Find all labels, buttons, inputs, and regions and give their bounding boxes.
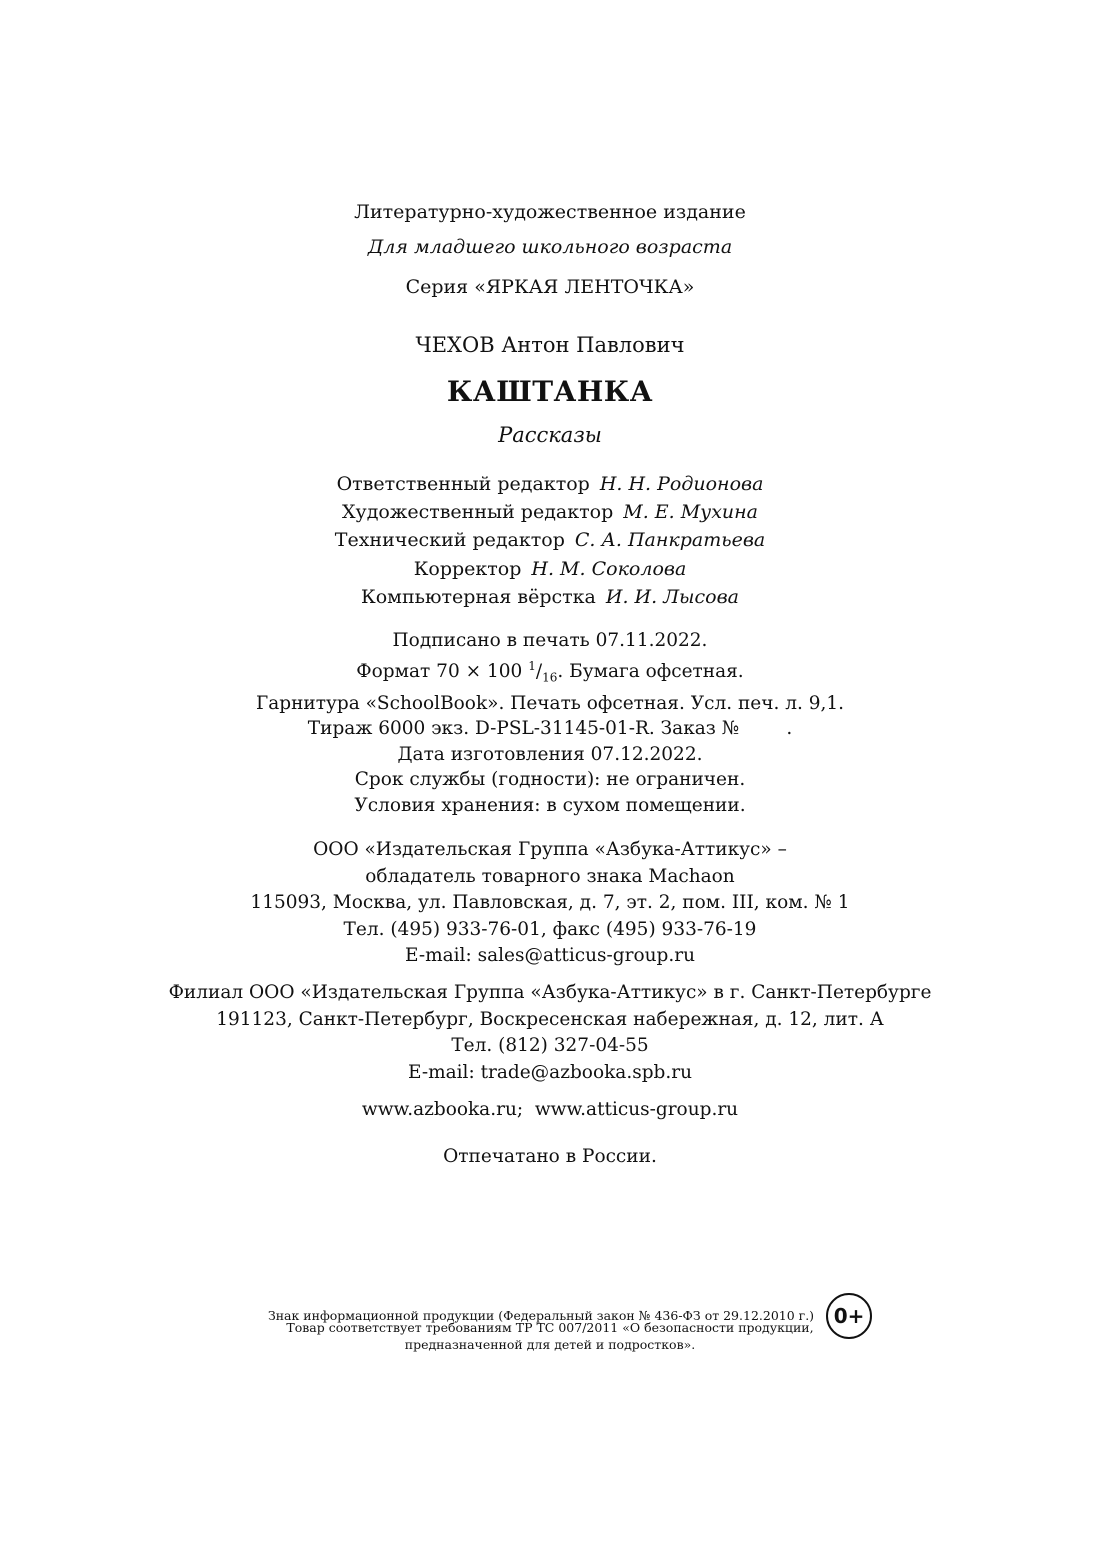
format-prefix: Формат 70 × 100 <box>356 660 523 682</box>
credit-role: Технический редактор <box>334 529 565 552</box>
printed-in <box>0 1143 1100 1171</box>
publisher-address: 115093, Москва, ул. Павловская, д. 7, эт. 2, пом. III, ком. № 1 <box>250 892 850 913</box>
credit-role: Компьютерная вёрстка <box>361 585 596 608</box>
format-suffix: . Бумага офсетная. <box>557 660 744 682</box>
signed-date: Подписано в печать 07.11.2022. <box>392 630 708 651</box>
credit-name: И. И. Лысова <box>605 585 739 608</box>
format-denominator: 16 <box>542 670 558 685</box>
credits-list <box>0 470 1100 611</box>
manufactured-date: Дата изготовления 07.12.2022. <box>397 743 703 765</box>
circulation-line: Тираж 6000 экз. D-PSL-31145-01-R. Заказ № . <box>307 718 793 740</box>
credit-line <box>0 498 1100 526</box>
websites-text: www.azbooka.ru; www.atticus-group.ru <box>361 1099 739 1120</box>
age-group <box>0 233 1100 261</box>
age-group-text: Для младшего школьного возраста <box>367 236 733 258</box>
branch-email: E-mail: trade@azbooka.spb.ru <box>407 1061 693 1083</box>
credit-line <box>0 526 1100 554</box>
format-fraction: $^1/_{16}$ <box>528 658 558 685</box>
credit-name: М. Е. Мухина <box>623 501 758 524</box>
branch-info <box>0 980 1100 1086</box>
series-text: Серия «ЯРКАЯ ЛЕНТОЧКА» <box>405 276 695 298</box>
typeface-line: Гарнитура «SchoolBook». Печать офсетная. Усл. печ. л. 9,1. <box>255 692 845 714</box>
credit-line <box>0 555 1100 583</box>
branch-name: Филиал ООО «Издательская Группа «Азбука-Аттикус» в г. Санкт-Петербурге <box>168 982 932 1003</box>
conformity-line-1: Товар соответствует требованиям ТР ТС 007/2011 «О безопасности продукции, <box>286 1320 814 1335</box>
branch-phone: Тел. (812) 327-04-55 <box>451 1035 649 1056</box>
edition-type-text: Литературно-художественное издание <box>354 201 746 223</box>
publisher-trademark: обладатель товарного знака Machaon <box>365 865 735 887</box>
publisher-info <box>0 837 1100 970</box>
conformity-note <box>0 1319 1100 1353</box>
conformity-line-2: предназначенной для детей и подростков». <box>404 1337 696 1352</box>
age-rating-badge: 0+ <box>826 1293 872 1339</box>
credit-name: Н. Н. Родионова <box>599 473 764 495</box>
info-sign-text: Знак информационной продукции (Федеральный закон № 436-ФЗ от 29.12.2010 г.) <box>267 1308 815 1323</box>
format-line <box>0 654 1100 691</box>
series <box>0 273 1100 301</box>
credit-line <box>0 583 1100 611</box>
book-subtitle <box>0 421 1100 449</box>
publisher-email: E-mail: sales@atticus-group.ru <box>404 945 696 966</box>
shelf-life: Срок службы (годности): не ограничен. <box>354 769 746 791</box>
edition-type <box>0 198 1100 226</box>
book-title <box>0 374 1100 410</box>
author-name: ЧЕХОВ Антон Павлович <box>415 333 685 357</box>
book-title-text: КАШТАНКА <box>446 375 654 408</box>
author <box>0 331 1100 359</box>
websites <box>0 1096 1100 1124</box>
publisher-phone: Тел. (495) 933-76-01, факс (495) 933-76-19 <box>343 918 757 940</box>
publisher-name: ООО «Издательская Группа «Азбука-Аттикус» – <box>313 839 787 860</box>
storage-conditions: Условия хранения: в сухом помещении. <box>354 794 746 816</box>
credit-name: Н. М. Соколова <box>531 557 687 580</box>
branch-address: 191123, Санкт-Петербург, Воскресенская набережная, д. 12, лит. А <box>216 1008 884 1030</box>
credit-role: Ответственный редактор <box>336 473 590 495</box>
print-info <box>0 628 1100 818</box>
printed-in-text: Отпечатано в России. <box>443 1146 657 1167</box>
format-numerator: 1 <box>528 658 536 673</box>
credit-line <box>0 470 1100 498</box>
credit-name: С. А. Панкратьева <box>574 529 766 552</box>
book-subtitle-text: Рассказы <box>498 423 602 447</box>
credit-role: Художественный редактор <box>342 501 614 524</box>
credit-role: Корректор <box>413 557 522 580</box>
